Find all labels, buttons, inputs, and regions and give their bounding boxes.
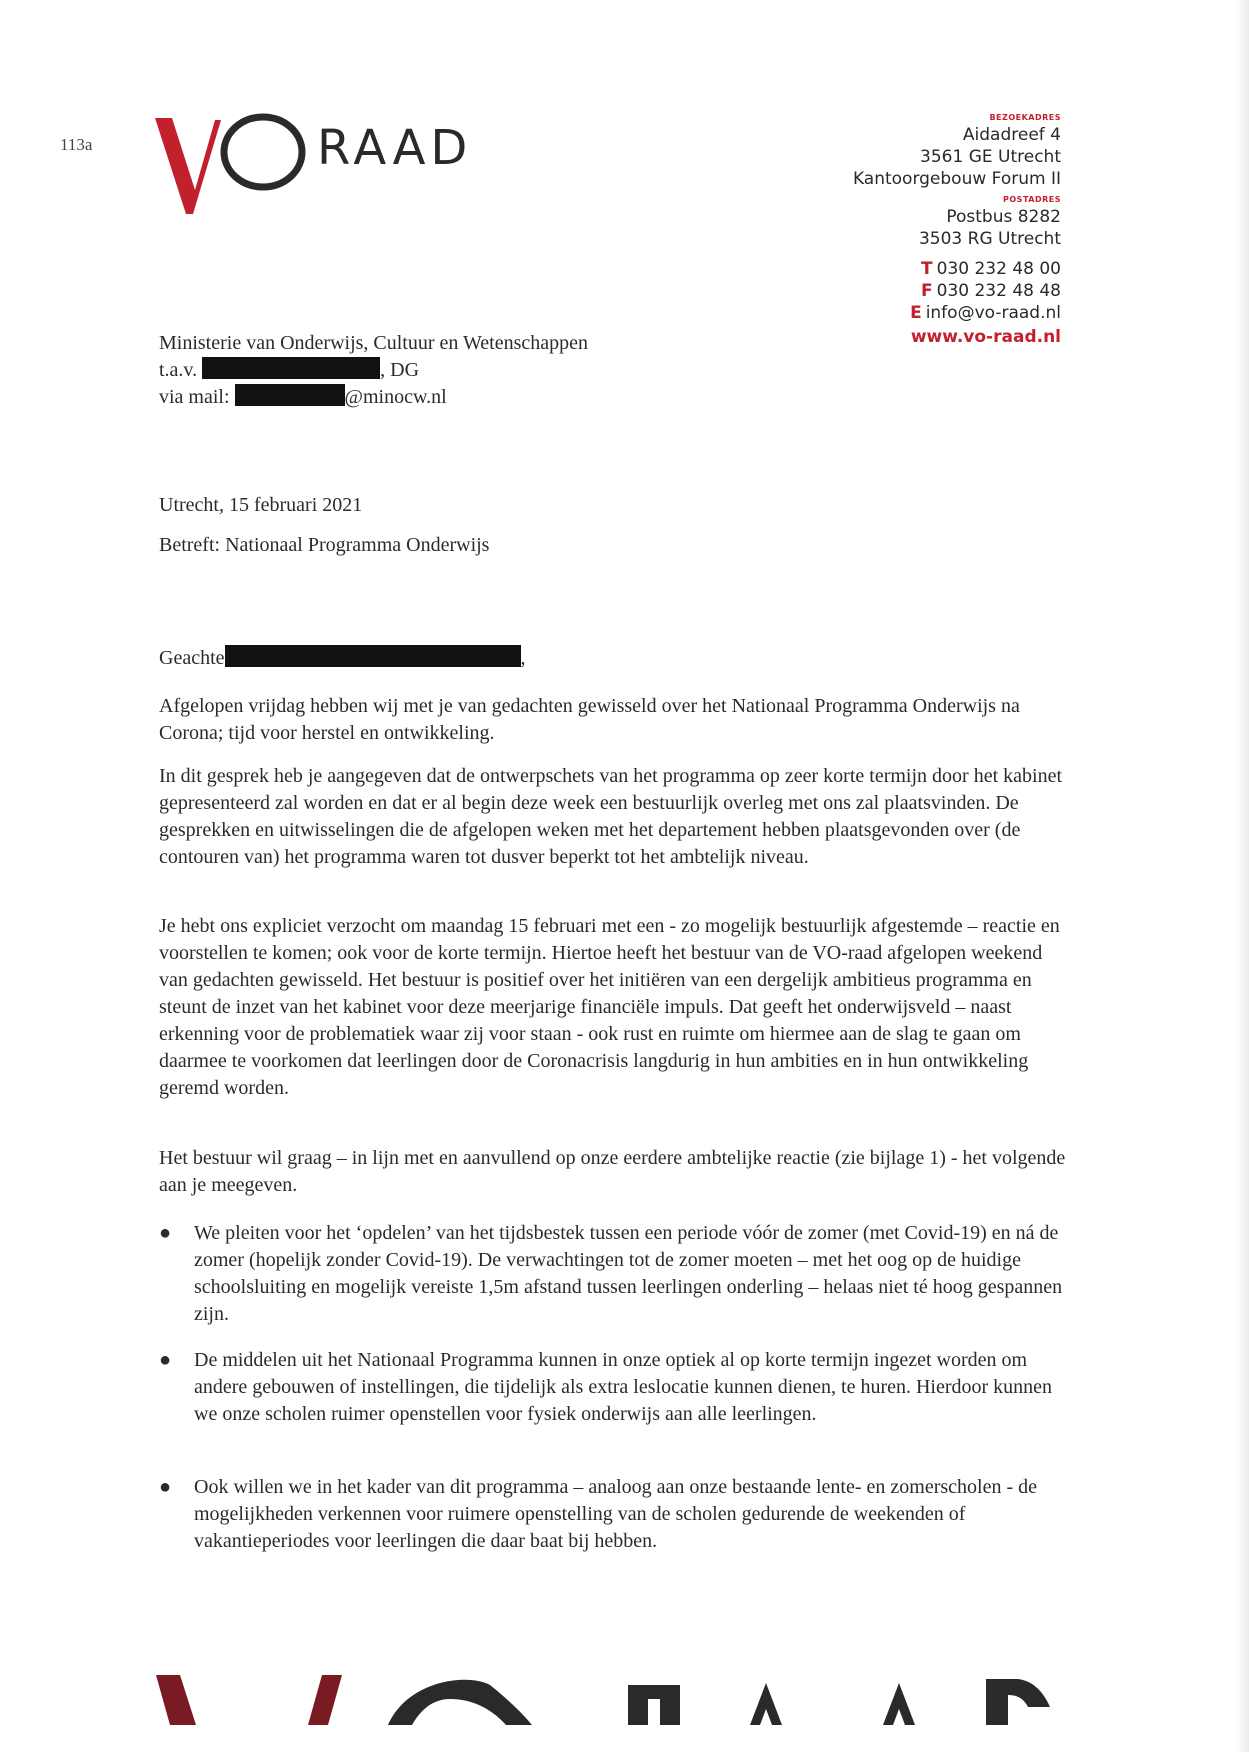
bullet-item-3 — [159, 1474, 1069, 1555]
address-block — [731, 112, 1061, 350]
footer-a-letter-2 — [883, 1683, 915, 1725]
page-edge-shadow — [1235, 0, 1249, 1752]
recipient-mail-line — [159, 384, 1069, 411]
footer-a-letter-1 — [750, 1683, 782, 1725]
subject-line: Betreft: Nationaal Programma Onderwijs — [159, 534, 490, 556]
bullet-text: We pleiten voor het ‘opdelen’ van het tijdsbestek tussen een periode vóór de zomer (met Covid-19) en ná de zomer (hopelijk zonder Covid-19). De verwachtingen tot de zomer moeten – met het oog op de huidige schoolsluiting en mogelijk vereiste 1,5m afstand tussen leerlingen onderling – helaas niet té hoog gespannen zijn. — [194, 1222, 1063, 1325]
bullet-dot-icon: ● — [159, 1349, 172, 1371]
bullet-text: De middelen uit het Nationaal Programma kunnen in onze optiek al op korte termijn ingezet worden om andere gebouwen of instellingen, die tijdelijk als extra leslocatie kunnen dienen, te huren. Hierdoor kunnen we onze scholen ruimer openstellen voor fysiek onderwijs aan alle leerlingen. — [194, 1349, 1053, 1425]
paragraph-3: Je hebt ons expliciet verzocht om maandag 15 februari met een - zo mogelijk bestuurlijk afgestemde – reactie en voorstellen te komen; ook voor de korte termijn. Hiertoe heeft het bestuur van de VO-raad afgelopen weekend van gedachten gewisseld. Het bestuur is positief over het initiëren van een dergelijk ambitieus programma en steunt de inzet van het kabinet voor deze meerjarige financiële impuls. Dat geeft het onderwijsveld – naast erkenning voor de problematiek waar zij voor staan - ook rust en ruimte om hiermee aan de slag te gaan om daarmee te voorkomen dat leerlingen door de Coronacrisis langdurig in hun ambities en in hun ontwikkeling geremd worden. — [159, 915, 1060, 1099]
date-line: Utrecht, 15 februari 2021 — [159, 494, 363, 516]
attn-prefix: t.a.v. — [159, 359, 198, 381]
mail-prefix: via mail: — [159, 386, 230, 408]
fax-line — [731, 280, 1061, 302]
vo-raad-logo — [155, 112, 475, 222]
postal-address-label: POSTADRES — [1003, 195, 1061, 204]
recipient-attn-line — [159, 357, 1069, 384]
email-address[interactable]: info@vo-raad.nl — [925, 303, 1061, 323]
footer-d-letter — [986, 1679, 1050, 1725]
bullet-dot-icon: ● — [159, 1222, 172, 1244]
paragraph-4: Het bestuur wil graag – in lijn met en aanvullend op onze eerdere ambtelijke reactie (zie bijlage 1) - het volgende aan je meegeven. — [159, 1147, 1066, 1196]
footer-logo-watermark — [150, 1665, 1070, 1725]
bullet-text: Ook willen we in het kader van dit programma – analoog aan onze bestaande lente- en zomerscholen - de mogelijkheden verkennen voor ruimere openstelling van de scholen gedurende de weekenden of vakantieperiodes voor leerlingen die daar baat bij hebben. — [194, 1476, 1038, 1552]
salutation — [159, 645, 1069, 672]
redaction-bar — [225, 645, 521, 667]
paragraph-2: In dit gesprek heb je aangegeven dat de ontwerpschets van het programma op zeer korte termijn door het kabinet gepresenteerd zal worden en dat er al begin deze week een bestuurlijk overleg met ons zal plaatsvinden. De gesprekken en uitwisselingen die de afgelopen weken met het departement hebben plaatsgevonden over (de contouren van) het programma waren tot dusver beperkt tot het ambtelijk niveau. — [159, 765, 1062, 868]
attn-suffix: , DG — [380, 359, 420, 381]
email-line — [731, 302, 1061, 324]
logo-word: RAAD — [317, 120, 473, 176]
salutation-suffix: , — [520, 647, 526, 669]
email-prefix: E — [910, 303, 922, 323]
footer-r-letter — [628, 1685, 680, 1725]
phone-number: 030 232 48 00 — [936, 259, 1061, 279]
bullet-item-2 — [159, 1347, 1069, 1428]
footer-o-arc — [388, 1680, 532, 1725]
logo-v-letter — [155, 118, 221, 214]
margin-number: 113a — [60, 135, 93, 154]
visit-line-3: Kantoorgebouw Forum II — [852, 169, 1061, 189]
salutation-prefix: Geachte — [159, 647, 225, 669]
fax-number: 030 232 48 48 — [936, 281, 1061, 301]
website-link[interactable]: www.vo-raad.nl — [910, 327, 1061, 347]
recipient-block — [159, 330, 1069, 411]
phone-line — [731, 258, 1061, 280]
bullet-dot-icon: ● — [159, 1476, 172, 1498]
fax-prefix: F — [921, 281, 933, 301]
redaction-bar — [202, 357, 380, 379]
phone-prefix: T — [921, 259, 933, 279]
postal-line-2: 3503 RG Utrecht — [918, 229, 1061, 249]
vo-logo-mark — [155, 112, 315, 222]
visit-address-label: BEZOEKADRES — [989, 113, 1061, 122]
redaction-bar — [235, 384, 345, 406]
postal-line-1: Postbus 8282 — [946, 207, 1061, 227]
footer-v-right-stroke — [308, 1675, 342, 1725]
paragraph-1: Afgelopen vrijdag hebben wij met je van gedachten gewisseld over het Nationaal Programma Onderwijs na Corona; tijd voor herstel en ontwikkeling. — [159, 695, 1020, 744]
bullet-item-1 — [159, 1220, 1069, 1328]
recipient-line-1: Ministerie van Onderwijs, Cultuur en Wetenschappen — [159, 332, 589, 354]
logo-o-letter — [224, 117, 302, 187]
mail-suffix: @minocw.nl — [344, 386, 447, 408]
visit-line-1: Aidadreef 4 — [962, 125, 1061, 145]
footer-v-left-stroke — [156, 1675, 196, 1725]
visit-line-2: 3561 GE Utrecht — [920, 147, 1061, 167]
